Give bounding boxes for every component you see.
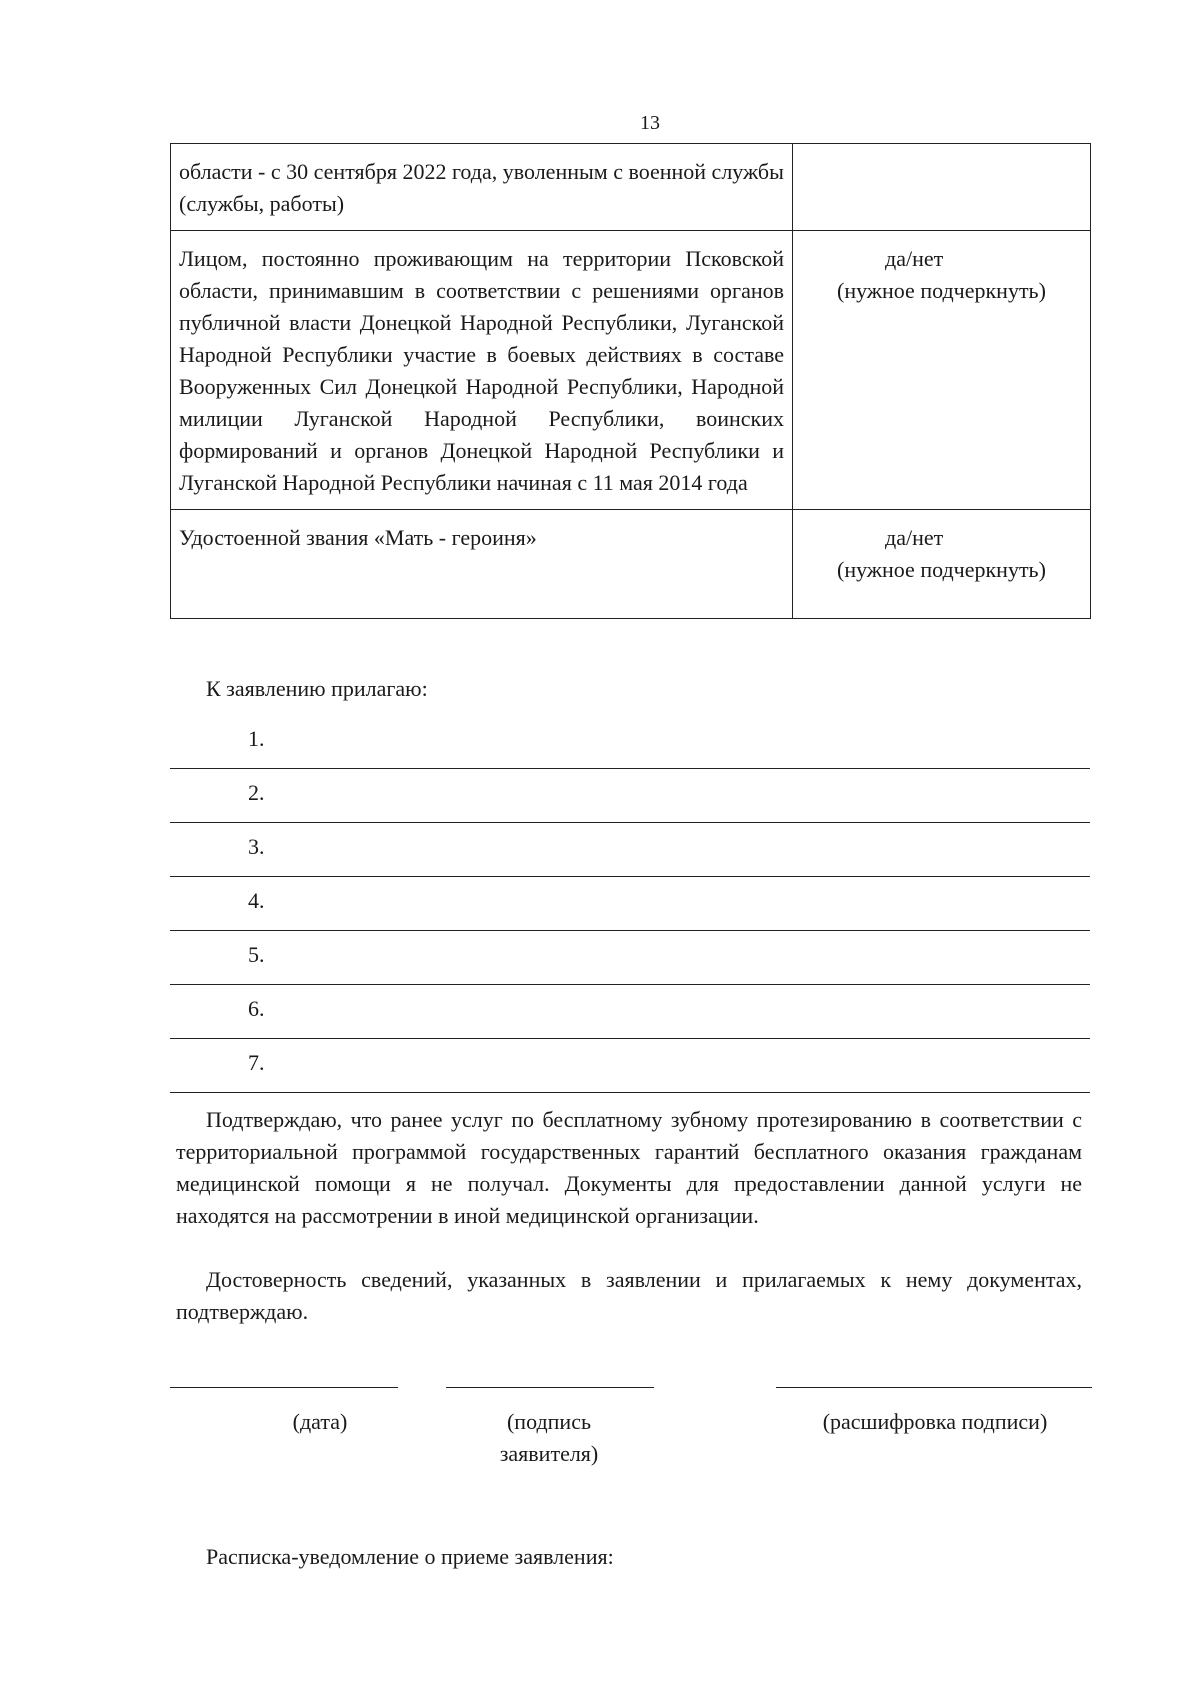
attachment-line[interactable]: [170, 984, 1090, 1039]
attachment-number: 2.: [248, 780, 265, 805]
category-text: Удостоенной звания «Мать - героиня»: [179, 525, 537, 550]
attachment-line[interactable]: [170, 822, 1090, 877]
table-cell-category: [171, 144, 793, 231]
underline-hint: (нужное подчеркнуть): [837, 278, 1046, 303]
page-number: 13: [640, 112, 660, 134]
attachment-line[interactable]: [170, 714, 1090, 769]
attachment-number: 4.: [248, 888, 265, 913]
confirmation-paragraph: Подтверждаю, что ранее услуг по бесплатному зубному протезированию в соответствии с территориальной программой государственных гарантий бесплатного оказания гражданам медицинской помощи я не получал. Документы для предоставлении данной услуги не находятся на рассмотрении в иной медицинской организации.: [176, 1107, 1082, 1228]
applicant-category-table: [170, 143, 1091, 619]
category-text: области - с 30 сентября 2022 года, уволенным с военной службы (службы, работы): [179, 159, 784, 216]
date-field[interactable]: [170, 1387, 398, 1388]
category-text: Лицом, постоянно проживающим на территории Псковской области, принимавшим в соответствии с решениями органов публичной власти Донецкой Народной Республики, Луганской Народной Республики участие в боевых действиях в составе Вооруженных Сил Донецкой Народной Республики, Народной милиции Луганской Народной Республики, воинских формирований и органов Донецкой Народной Республики и Луганской Народной Республики начиная с 11 мая 2014 года: [179, 246, 784, 495]
attachment-number: 5.: [248, 942, 265, 967]
attachments-label: К заявлению прилагаю:: [206, 676, 428, 701]
table-cell-answer: [793, 144, 1091, 231]
date-label: (дата): [292, 1409, 348, 1434]
answer-block: [837, 522, 1082, 586]
transcript-label: (расшифровка подписи): [822, 1409, 1048, 1434]
attachment-line[interactable]: [170, 876, 1090, 931]
attachment-number: 7.: [248, 1050, 265, 1075]
attachment-number: 1.: [248, 726, 265, 751]
receipt-heading: Расписка-уведомление о приеме заявления:: [206, 1544, 614, 1569]
table-row: [171, 144, 1091, 231]
attachment-number: 6.: [248, 996, 265, 1021]
signature-label: (подпись заявителя): [499, 1409, 599, 1466]
attachment-line[interactable]: [170, 768, 1090, 823]
signature-field[interactable]: [446, 1387, 654, 1388]
answer-block: [837, 243, 1082, 307]
yes-no-option[interactable]: да/нет: [885, 246, 944, 271]
reliability-paragraph: Достоверность сведений, указанных в заявлении и прилагаемых к нему документах, подтверждаю.: [176, 1267, 1082, 1324]
table-cell-answer: [793, 231, 1091, 510]
table-row: [171, 231, 1091, 510]
yes-no-option[interactable]: да/нет: [885, 525, 944, 550]
attachment-line[interactable]: [170, 1038, 1090, 1093]
table-cell-answer: [793, 510, 1091, 619]
signature-transcript-field[interactable]: [776, 1387, 1092, 1388]
attachment-line[interactable]: [170, 930, 1090, 985]
attachment-number: 3.: [248, 834, 265, 859]
underline-hint: (нужное подчеркнуть): [837, 557, 1046, 582]
table-row: [171, 510, 1091, 619]
table-cell-category: [171, 231, 793, 510]
table-cell-category: [171, 510, 793, 619]
